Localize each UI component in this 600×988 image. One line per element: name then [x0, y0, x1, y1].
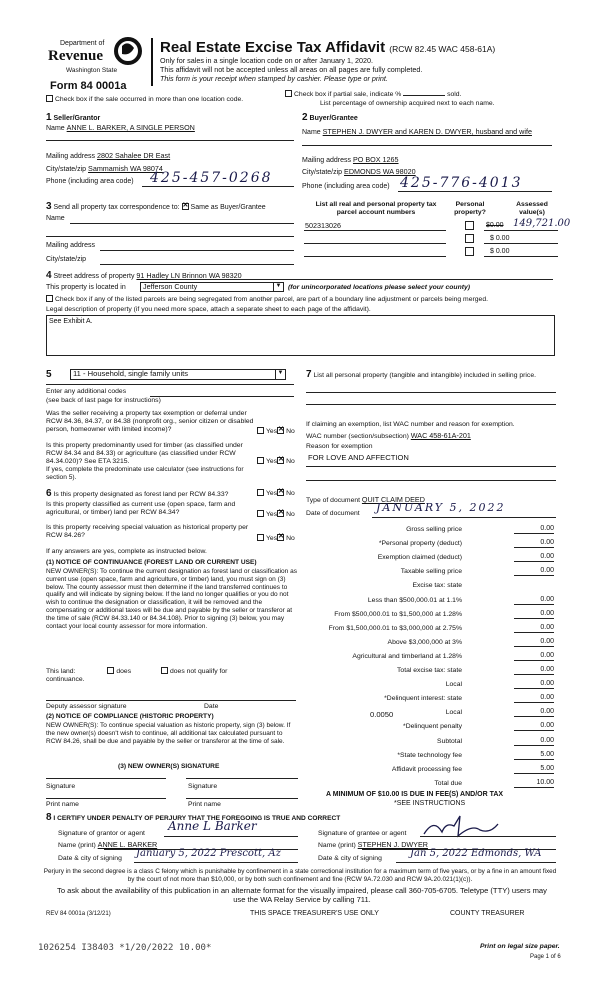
- tax-row-label: Total due: [434, 779, 462, 787]
- parcel-rule-2: [304, 243, 446, 244]
- title-rcw: (RCW 82.45 WAC 458-61A): [389, 44, 496, 54]
- seller-name-field[interactable]: ANNE L. BARKER, A SINGLE PERSON: [66, 123, 195, 132]
- forest-question: [46, 488, 256, 500]
- tax-row-amount[interactable]: 0.00: [514, 525, 554, 534]
- sec3-mail-label: Mailing address: [46, 242, 96, 249]
- note-3: This form is your receipt when stamped by cashier. Please type or print.: [160, 74, 388, 83]
- assessed-value-3[interactable]: $ 0.00: [490, 248, 510, 255]
- grantee-sig-rule: [420, 836, 556, 837]
- revenue-wordmark: Revenue: [48, 48, 103, 64]
- grantor-name-field[interactable]: ANNE L. BARKER: [97, 840, 158, 849]
- additional-codes-label: Enter any additional codes: [46, 388, 127, 395]
- tax-row-amount[interactable]: 5.00: [514, 765, 554, 774]
- personal-col-header: Personal property?: [454, 201, 486, 216]
- sec7-rule-1: [306, 392, 556, 393]
- buyer-mail-field[interactable]: PO BOX 1265: [352, 155, 399, 164]
- no-label: No: [286, 458, 295, 465]
- tax-row-amount[interactable]: 0.00: [514, 737, 554, 746]
- no-label: No: [286, 535, 295, 542]
- seller-phone-row: [46, 178, 134, 186]
- buyer-city-label: City/state/zip: [302, 169, 343, 176]
- minimum-note: A MINIMUM OF $10.00 IS DUE IN FEE(S) AND/OR TAX: [326, 791, 504, 798]
- if-yes-note: If any answers are yes, complete as instructed below.: [46, 548, 207, 555]
- sec3-city-rule: [100, 264, 294, 265]
- seller-city-row: [46, 165, 163, 174]
- does-not-label: does not qualify for: [170, 668, 228, 675]
- timber-question: Is this property predominantly used for timber (as classified under RCW 84.34 and 84.33) or agriculture (as classified under RCW 84.34.020)? See ETA 3215.: [46, 442, 243, 465]
- assessed-value-1-struck: $0.00: [486, 222, 504, 229]
- sec3-name-rule-2: [46, 236, 294, 237]
- assessed-value-1[interactable]: 149,721.00: [513, 218, 571, 229]
- seller-mail-label: Mailing address: [46, 153, 96, 160]
- this-land-label: This land:: [46, 668, 76, 675]
- legal-description-box[interactable]: [46, 315, 555, 356]
- new-owner-heading: (3) NEW OWNER(S) SIGNATURE: [118, 763, 220, 770]
- form-title: [160, 39, 495, 56]
- historic-yn: [257, 534, 295, 543]
- tax-row-amount[interactable]: 0.00: [514, 680, 554, 689]
- buyer-phone-field[interactable]: 425-776-4013: [400, 175, 523, 191]
- buyer-rule: [302, 145, 552, 146]
- dor-logo: [44, 40, 144, 102]
- tax-row-label: Above $3,000,000 at 3%: [387, 638, 462, 646]
- sec7-number: 7: [306, 369, 312, 380]
- sec6-number: 6: [46, 488, 52, 499]
- tax-row-amount[interactable]: 0.00: [514, 539, 554, 548]
- tax-row-amount[interactable]: 0.00: [514, 624, 554, 633]
- sec3-heading: [46, 201, 266, 213]
- additional-codes: [46, 388, 161, 406]
- header-divider: [151, 38, 153, 86]
- assessed-rule-3: [484, 256, 558, 257]
- county-row: [46, 284, 126, 292]
- local-rate: 0.0050: [370, 710, 394, 719]
- sec7-row: [306, 369, 556, 381]
- seller-heading: [46, 112, 100, 124]
- current-use-question: Is this property classified as current use (open space, farm and agricultural, or timber) land per RCW 84.34?: [46, 501, 236, 516]
- forest-yn: [257, 489, 295, 498]
- tax-row-amount[interactable]: 0.00: [514, 596, 554, 605]
- timber-note: If yes, complete the predominate use calculator (see instructions for section 5).: [46, 466, 244, 481]
- multi-location-label: Check box if the sale occurred in more than one location code.: [55, 96, 244, 103]
- tax-row-label: Taxable selling price: [400, 568, 462, 576]
- owner-print-rule-2: [186, 798, 298, 799]
- title-text: Real Estate Excise Tax Affidavit: [160, 39, 386, 56]
- grantee-name-label: Name (print): [318, 842, 356, 849]
- seller-mail-row: [46, 152, 170, 161]
- tax-row-amount[interactable]: 0.00: [514, 638, 554, 647]
- seller-phone-field[interactable]: 425-457-0268: [150, 170, 273, 186]
- doc-date-label: Date of document: [306, 510, 360, 517]
- exemption-question: Was the seller receiving a property tax exemption or deferral under RCW 84.36, 84.37, or 84.38 (nonprofit org., senior citizen or disabled person, homeowner with limited income)?: [46, 410, 254, 433]
- grantor-date-label: Date & city of signing: [58, 855, 122, 862]
- treasurer-use-label: THIS SPACE TREASURER'S USE ONLY: [250, 910, 379, 917]
- land-use-value: 11 - Household, single family units: [73, 369, 189, 378]
- grantor-name-label: Name (print): [58, 842, 96, 849]
- multi-location-checkbox[interactable]: [46, 95, 53, 102]
- current-use-yn: [257, 510, 295, 519]
- reason-label: Reason for exemption: [306, 443, 373, 450]
- owner-print-rule-1: [46, 798, 166, 799]
- assessed-rule-1: [484, 230, 558, 231]
- parcel-rule-3: [304, 256, 446, 257]
- reason-rule: [306, 466, 556, 467]
- grantor-sig-rule: [164, 836, 298, 837]
- sec3-text: Send all property tax correspondence to:: [53, 204, 180, 211]
- owner-sig-label-1: Signature: [46, 783, 76, 790]
- tax-row-amount[interactable]: 10.00: [514, 779, 554, 788]
- seller-city-field[interactable]: Sammamish WA 98074: [88, 164, 163, 173]
- doc-type-field[interactable]: QUIT CLAIM DEED: [361, 495, 425, 504]
- county-note: (for unincorporated locations please select your county): [288, 284, 471, 291]
- personal-checkbox-2[interactable]: [465, 234, 474, 243]
- personal-checkbox-1[interactable]: [465, 221, 474, 230]
- grantor-date-field[interactable]: January 5, 2022 Prescott, Az: [136, 848, 281, 859]
- wac-field[interactable]: WAC 458-61A-201: [410, 431, 471, 440]
- sec2-number: 2: [302, 112, 308, 123]
- partial-sale-label: Check box if partial sale, indicate %: [294, 91, 402, 98]
- grantor-sig-label: Signature of grantor or agent: [58, 830, 145, 837]
- partial-sale-check[interactable]: [285, 90, 461, 99]
- exempt-question: If claiming an exemption, list WAC number and reason for exemption.: [306, 421, 515, 428]
- street-label: Street address of property: [53, 273, 135, 280]
- add-codes-rule: [150, 396, 294, 397]
- chevron-down-icon[interactable]: ▼: [275, 370, 285, 380]
- note-1: Only for sales in a single location code on or after January 1, 2020.: [160, 56, 373, 65]
- owner-print-label-2: Print name: [188, 801, 221, 808]
- tax-row-amount[interactable]: 0.00: [514, 708, 554, 717]
- sec4-number: 4: [46, 270, 52, 281]
- sec3-mail-rule: [100, 250, 294, 251]
- sec7-rule-2: [306, 404, 556, 405]
- partial-sold-label: sold.: [447, 91, 462, 98]
- sec5-rule: [46, 384, 294, 385]
- tax-row-amount[interactable]: 0.00: [514, 722, 554, 731]
- does-not-checkbox[interactable]: [161, 667, 168, 674]
- seller-mail-field[interactable]: 2802 Sahalee DR East: [96, 151, 171, 160]
- sec1-number: 1: [46, 112, 52, 123]
- seller-name-label: Name: [46, 125, 65, 132]
- see-instructions: *SEE INSTRUCTIONS: [394, 800, 466, 807]
- forest-yes-checkbox[interactable]: [257, 489, 264, 496]
- chevron-down-icon[interactable]: ▼: [273, 283, 283, 292]
- tax-row-label: *Personal property (deduct): [378, 540, 462, 548]
- reason-field[interactable]: FOR LOVE AND AFFECTION: [308, 453, 409, 462]
- buyer-name-field[interactable]: STEPHEN J. DWYER and KAREN D. DWYER, husband and wife: [322, 127, 532, 136]
- this-land-row: [46, 667, 227, 676]
- sec2-label: Buyer/Grantee: [309, 115, 358, 122]
- forest-no-checkbox[interactable]: [277, 489, 284, 496]
- buyer-name-row: [302, 128, 532, 137]
- cashier-stamp: 1026254 I38403 *1/20/2022 10.00*: [38, 943, 212, 953]
- seller-rule: [46, 140, 294, 141]
- land-use-select[interactable]: [70, 369, 286, 380]
- historic-question: Is this property receiving special valuation as historical property per RCW 84.26?: [46, 524, 249, 539]
- notice-compliance-body: NEW OWNER(S): To continue special valuation as historic property, sign (3) below. If the new owner(s) doesn't wish to continue, all additional tax calculated pursuant to RCW 84.26, shall be due and payable by the seller or transferor at the time of sale.: [46, 722, 291, 745]
- no-label: No: [286, 511, 295, 518]
- reason-rule-2: [306, 480, 556, 481]
- doc-date-rule: [372, 517, 556, 518]
- seller-phone-label: Phone (including area code): [46, 178, 134, 185]
- multi-location-check[interactable]: [46, 95, 243, 104]
- grantee-date-rule: [396, 862, 556, 863]
- tax-row-amount[interactable]: 0.00: [514, 694, 554, 703]
- deputy-date-label: Date: [204, 703, 219, 710]
- tax-row-label: Gross selling price: [406, 526, 462, 533]
- seller-name-row: [46, 124, 195, 133]
- buyer-heading: [302, 112, 358, 124]
- timber-no-checkbox[interactable]: [277, 457, 284, 464]
- same-as-buyer-label: Same as Buyer/Grantee: [190, 204, 266, 211]
- deputy-label: Deputy assessor signature: [46, 703, 127, 710]
- deputy-rule: [46, 700, 296, 701]
- tax-row-label: Agricultural and timberland at 1.28%: [352, 652, 462, 660]
- wac-label: WAC number (section/subsection): [306, 433, 409, 440]
- revision-label: REV 84 0001a (3/12/21): [46, 911, 111, 917]
- yes-label: Yes: [266, 490, 278, 497]
- alt-format-notice: To ask about the availability of this publication in an alternate format for the visually impaired, please call 360-705-6705. Teletype (TTY) users may use the WA Relay Service by calling 711.: [57, 886, 547, 905]
- parcel-col-header: List all real and personal property tax parcel account numbers: [315, 201, 437, 216]
- owner-sig-label-2: Signature: [188, 783, 218, 790]
- perjury-text: Perjury in the second degree is a class C felony which is punishable by confinement in a state correctional institution for a maximum term of five years, or by a fine in an amount fixed by the court of not more than $10,000, or by both such confinement and fine (RCW 9A.72.030 and RCW 9A.20.021(1)(c)).: [43, 868, 557, 883]
- county-select[interactable]: [140, 282, 284, 292]
- exemption-yes-checkbox[interactable]: [257, 427, 264, 434]
- grantee-sig-label: Signature of grantee or agent: [318, 830, 407, 837]
- exemption-yn: [257, 427, 295, 436]
- tax-row-amount[interactable]: 0.00: [514, 666, 554, 675]
- certify-text: I CERTIFY UNDER PENALTY OF PERJURY THAT THE FOREGOING IS TRUE AND CORRECT: [53, 815, 341, 822]
- partial-sale-checkbox[interactable]: [285, 90, 292, 97]
- forest-label: Is this property designated as forest land per RCW 84.33?: [53, 491, 229, 498]
- county-treasurer-label: COUNTY TREASURER: [450, 910, 525, 917]
- yes-label: Yes: [266, 458, 278, 465]
- grantee-name-field[interactable]: STEPHEN J. DWYER: [357, 840, 428, 849]
- notice-continuance-heading: (1) NOTICE OF CONTINUANCE (FOREST LAND OR CURRENT USE): [46, 559, 257, 566]
- assessed-value-2[interactable]: $ 0.00: [490, 235, 510, 242]
- tax-row-amount[interactable]: 0.00: [514, 652, 554, 661]
- grantee-date-field[interactable]: Jan 5, 2022 Edmonds, WA: [410, 848, 542, 859]
- buyer-phone-row: [302, 183, 390, 191]
- buyer-phone-label: Phone (including area code): [302, 183, 390, 190]
- partial-percent-field[interactable]: [403, 95, 445, 96]
- assessed-rule-2: [484, 243, 558, 244]
- doc-date-field[interactable]: JANUARY 5, 2022: [376, 501, 506, 514]
- buyer-phone-rule: [398, 191, 552, 192]
- street-field[interactable]: 91 Hadley LN Brinnon WA 98320: [136, 271, 242, 280]
- timber-yn: [257, 457, 295, 466]
- tax-row-label: Local: [445, 681, 462, 689]
- sec3-city-label: City/state/zip: [46, 256, 87, 263]
- tax-row-label: From $1,500,000.01 to $3,000,000 at 2.75%: [328, 624, 462, 632]
- owner-sig-rule-2: [186, 778, 298, 779]
- legal-paper-note: Print on legal size paper.: [480, 943, 560, 950]
- tax-row-amount[interactable]: 0.00: [514, 610, 554, 619]
- tax-row-label: Excise tax: state: [412, 582, 462, 590]
- yes-label: Yes: [266, 428, 278, 435]
- tax-row-label: *Delinquent penalty: [403, 723, 462, 731]
- personal-checkbox-3[interactable]: [465, 247, 474, 256]
- dept-label: Department of: [60, 40, 105, 47]
- parcel-rule-1: [304, 230, 446, 231]
- legal-description: See Exhibit A.: [49, 318, 93, 325]
- tax-row-label: From $500,000.01 to $1,500,000 at 1.28%: [334, 610, 462, 618]
- grantor-signature[interactable]: Anne L Barker: [168, 819, 257, 833]
- does-checkbox[interactable]: [107, 667, 114, 674]
- tax-row-label: Exemption claimed (deduct): [377, 554, 462, 562]
- sec7-text: List all personal property (tangible and intangible) included in selling price.: [313, 372, 536, 379]
- buyer-name-label: Name: [302, 129, 321, 136]
- state-label: Washington State: [66, 67, 118, 74]
- county-label: This property is located in: [46, 284, 126, 291]
- does-label: does: [116, 668, 132, 675]
- yes-label: Yes: [266, 511, 278, 518]
- buyer-mail-label: Mailing address: [302, 157, 352, 164]
- sec3-name-rule: [70, 223, 294, 224]
- tax-row-amount[interactable]: 0.00: [514, 553, 554, 562]
- owner-sig-rule-1: [46, 778, 166, 779]
- continuance-label: continuance.: [46, 676, 85, 683]
- segregate-row: [46, 295, 488, 304]
- sec3-name-label: Name: [46, 215, 65, 222]
- owner-print-label-1: Print name: [46, 801, 79, 808]
- no-label: No: [286, 490, 295, 497]
- seller-phone-rule: [142, 186, 294, 187]
- buyer-mail-row: [302, 156, 399, 165]
- page-number: Page 1 of 6: [530, 954, 561, 960]
- washington-logo-icon: [114, 36, 142, 66]
- note-2: This affidavit will not be accepted unless all areas on all pages are fully completed.: [160, 65, 423, 74]
- segregate-label: Check box if any of the listed parcels are being segregated from another parcel, are part of a boundary line adjustment or parcels being merged.: [55, 296, 488, 303]
- see-back-label: (see back of last page for instructions): [46, 396, 161, 404]
- tax-row-label: Subtotal: [437, 737, 462, 745]
- timber-yes-checkbox[interactable]: [257, 457, 264, 464]
- notice-compliance-heading: (2) NOTICE OF COMPLIANCE (HISTORIC PROPERTY): [46, 713, 214, 720]
- tax-row-label: *State technology fee: [397, 751, 462, 759]
- current-use-yes-checkbox[interactable]: [257, 510, 264, 517]
- parcel-number-1[interactable]: 502313026: [305, 221, 341, 230]
- notice-continuance-body: NEW OWNER(S): To continue the current designation as forest land or classification as current use (open space, farm and agriculture, or timber) land, you must sign on (3) below. The county assessor must then determine if the land transferred continues to qualify and will indicate by signing below. If the land no longer qualifies or you do not wish to continue the designation or classification, it will be removed and the compensating or additional taxes will be due and payable by the seller or transferor at the time of sale (RCW 84.33.140 or 84.34.108). Prior to signing (3) below, you may contact your local county assessor for more information.: [46, 568, 297, 630]
- tax-row-amount[interactable]: 0.00: [514, 567, 554, 576]
- historic-yes-checkbox[interactable]: [257, 534, 264, 541]
- exemption-no-checkbox[interactable]: [277, 427, 284, 434]
- buyer-city-row: [302, 168, 416, 177]
- sec1-label: Seller/Grantor: [53, 115, 101, 122]
- wac-row: [306, 432, 471, 441]
- sec8-number: 8: [46, 812, 52, 823]
- header-notes: [160, 56, 422, 83]
- tax-row-label: *Delinquent interest: state: [384, 695, 462, 703]
- street-rule: [148, 279, 553, 280]
- legal-label: Legal description of property (if you need more space, attach a separate sheet to each page of the affidavit).: [46, 306, 371, 313]
- segregate-checkbox[interactable]: [46, 295, 53, 302]
- no-label: No: [286, 428, 295, 435]
- doc-type-label: Type of document: [306, 497, 361, 504]
- same-as-buyer-checkbox[interactable]: [182, 203, 189, 210]
- partial-note: List percentage of ownership acquired next to each name.: [320, 100, 495, 107]
- tax-row-label: Affidavit processing fee: [391, 765, 462, 773]
- sec3-number: 3: [46, 201, 52, 212]
- sec5-number: 5: [46, 369, 52, 380]
- buyer-city-field[interactable]: EDMONDS WA 98020: [344, 167, 416, 176]
- seller-city-label: City/state/zip: [46, 166, 87, 173]
- tax-row-label: Total excise tax: state: [397, 667, 462, 674]
- form-number: Form 84 0001a: [50, 80, 127, 92]
- historic-no-checkbox[interactable]: [277, 534, 284, 541]
- grantor-date-rule: [134, 862, 298, 863]
- tax-row-amount[interactable]: 5.00: [514, 751, 554, 760]
- yes-label: Yes: [266, 535, 278, 542]
- county-value: Jefferson County: [143, 282, 198, 291]
- current-use-no-checkbox[interactable]: [277, 510, 284, 517]
- tax-row-label: Local: [445, 709, 462, 717]
- assessed-col-header: Assessed value(s): [516, 201, 548, 216]
- grantee-date-label: Date & city of signing: [318, 855, 382, 862]
- perjury-notice: [40, 868, 560, 883]
- tax-row-label: Less than $500,000.01 at 1.1%: [367, 596, 462, 604]
